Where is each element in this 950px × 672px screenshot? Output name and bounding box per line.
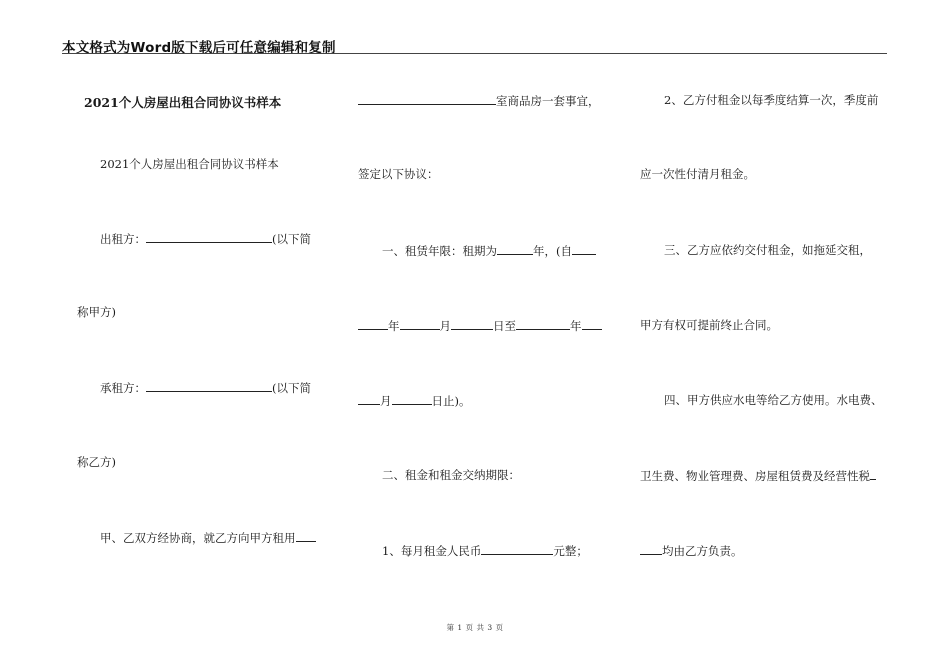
lessee-suffix: (以下简 xyxy=(272,381,311,395)
term-label: 一、租赁年限：租期为 xyxy=(382,244,497,258)
col3-line6-text: 卫生费、物业管理费、房屋租赁费及经营性税 xyxy=(640,469,870,483)
col2-line2: 签定以下协议： xyxy=(358,167,439,181)
para1-line xyxy=(100,530,316,545)
col3-line7 xyxy=(640,543,743,558)
rent-unit: 元整； xyxy=(553,544,588,558)
subtitle: 2021个人房屋出租合同协议书样本 xyxy=(100,157,279,171)
page-number: 第 1 页 共 3 页 xyxy=(446,623,504,632)
col2-line5 xyxy=(358,393,471,408)
col3-line4: 甲方有权可提前终止合同。 xyxy=(640,318,778,332)
lessor-label: 出租方： xyxy=(100,232,146,246)
lessee-label: 承租方： xyxy=(100,381,146,395)
col2-line1-text: 室商品房一套事宜， xyxy=(496,94,600,108)
col2-line6: 二、租金和租金交纳期限： xyxy=(382,468,520,482)
term-years-blank xyxy=(497,243,533,255)
lessee-line xyxy=(100,380,311,395)
blank-b xyxy=(400,318,440,330)
lessor-line xyxy=(100,231,311,246)
blank-c xyxy=(451,318,493,330)
document-header: 本文格式为Word版下载后可任意编辑和复制 xyxy=(62,40,336,56)
col2-line7 xyxy=(382,543,588,558)
col3-line7-text: 均由乙方负责。 xyxy=(662,544,743,558)
year-label: 年 xyxy=(388,319,400,333)
start-year-blank xyxy=(572,243,596,255)
tax-blank xyxy=(870,468,876,480)
rent-label: 1、每月租金人民币 xyxy=(382,544,482,558)
blank-e xyxy=(582,318,602,330)
room-blank xyxy=(358,93,496,105)
col3-line5: 四、甲方供应水电等给乙方使用。水电费、 xyxy=(664,393,883,407)
month-label: 月 xyxy=(439,319,451,333)
col2-line1 xyxy=(358,93,600,108)
lessee-continuation: 称乙方) xyxy=(77,455,116,469)
col2-line4 xyxy=(358,318,602,333)
col2-line3 xyxy=(382,243,596,258)
lessee-blank xyxy=(146,380,272,392)
bear-blank xyxy=(640,543,662,555)
end-day-label: 日止)。 xyxy=(431,394,471,408)
lessor-continuation: 称甲方) xyxy=(77,305,116,319)
col3-line2: 应一次性付清月租金。 xyxy=(640,167,755,181)
blank-a xyxy=(358,318,388,330)
blank-d xyxy=(516,318,570,330)
para1-blank xyxy=(296,530,316,542)
lessor-suffix: (以下简 xyxy=(272,232,311,246)
blank-g xyxy=(392,393,432,405)
lessor-blank xyxy=(146,231,272,243)
end-year-label: 年 xyxy=(570,319,582,333)
para1-text: 甲、乙双方经协商，就乙方向甲方租用 xyxy=(100,531,296,545)
document-title: 2021个人房屋出租合同协议书样本 xyxy=(84,95,282,110)
col3-line1: 2、乙方付租金以每季度结算一次，季度前 xyxy=(664,93,879,107)
day-to-label: 日至 xyxy=(493,319,516,333)
term-from: 年，(自 xyxy=(533,244,572,258)
blank-f xyxy=(358,393,380,405)
end-month-label: 月 xyxy=(380,394,392,408)
col3-line6 xyxy=(640,468,876,483)
header-divider xyxy=(62,53,887,54)
col3-line3: 三、乙方应依约交付租金，如拖延交租， xyxy=(664,243,871,257)
rent-blank xyxy=(481,543,553,555)
